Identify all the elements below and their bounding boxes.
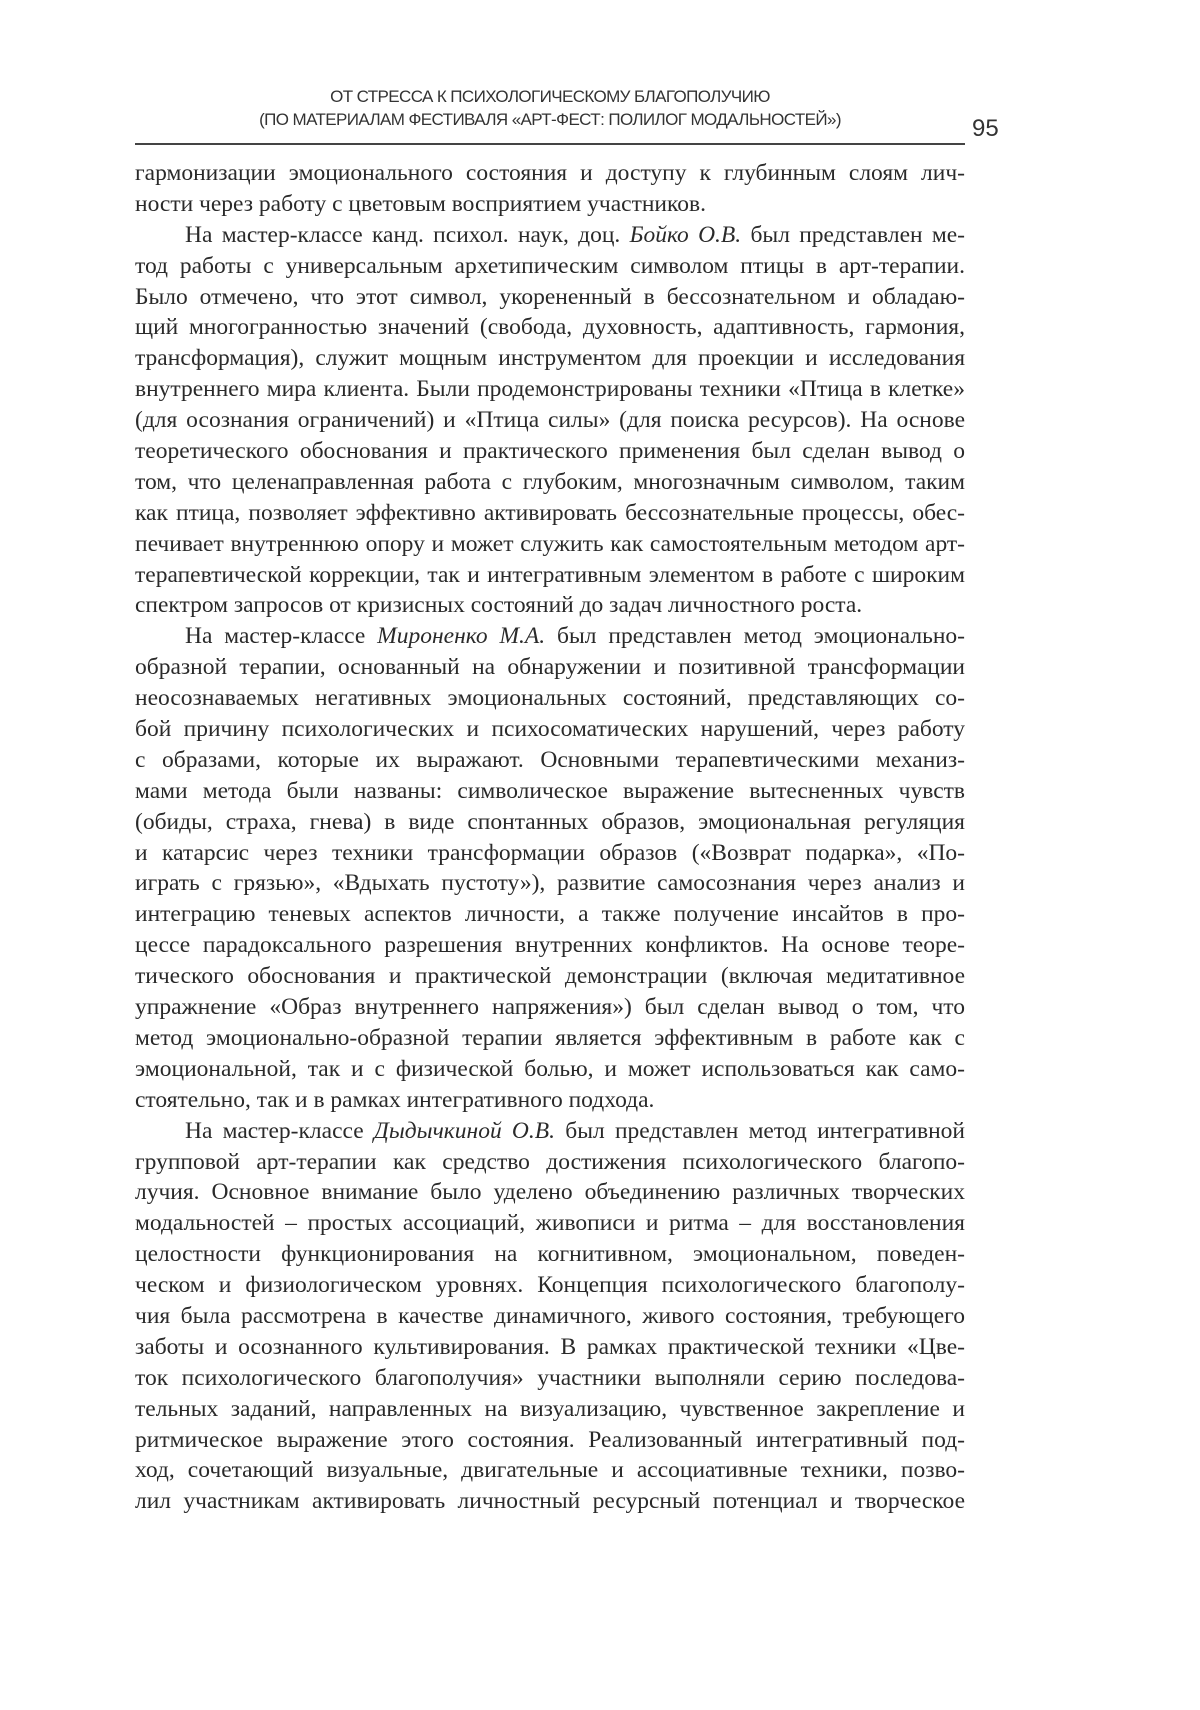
running-header-line-2: (ПО МАТЕРИАЛАМ ФЕСТИВАЛЯ «АРТ-ФЕСТ: ПОЛИЛОГ МОДАЛЬНОСТЕЙ») [259, 110, 841, 129]
text-line: упражнение «Образ внутреннего напряжения») был сделан вывод о том, что [135, 994, 965, 1021]
text-line: бой причину психологических и психосоматических нарушений, через работу [135, 716, 965, 743]
text-line: том, что целенаправленная работа с глубоким, многозначным символом, таким [135, 468, 965, 495]
text-line [135, 220, 965, 251]
text-segment: На мастер-классе [185, 623, 378, 650]
text-line: Было отмечено, что этот символ, укорененный в бессознательном и обладаю- [135, 283, 965, 310]
author-name: Дыдычкиной О.В. [373, 1117, 556, 1144]
text-line: как птица, позволяет эффективно активировать бессознательные процессы, обес- [135, 499, 965, 526]
text-line: печивает внутреннюю опору и может служить как самостоятельным методом арт- [135, 530, 965, 557]
text-segment: На мастер-классе канд. психол. наук, доц. [185, 221, 630, 248]
text-line: образной терапии, основанный на обнаружении и позитивной трансформации [135, 654, 965, 681]
author-name: Мироненко М.А. [377, 623, 546, 650]
text-line [135, 1116, 965, 1147]
page-number: 95 [972, 115, 999, 142]
text-line: неосознаваемых негативных эмоциональных состояний, представляющих со- [135, 685, 965, 712]
text-line: лучия. Основное внимание было уделено объединению различных творческих [135, 1179, 965, 1206]
text-line: (обиды, страха, гнева) в виде спонтанных образов, эмоциональная регуляция [135, 808, 965, 835]
text-line: и катарсис через техники трансформации образов («Возврат подарка», «По- [135, 839, 965, 866]
text-line: эмоциональной, так и с физической болью, и может использоваться как само- [135, 1055, 965, 1082]
text-line: лил участникам активировать личностный ресурсный потенциал и творческое [135, 1488, 965, 1515]
text-line: (для осознания ограничений) и «Птица силы» (для поиска ресурсов). На основе [135, 407, 965, 434]
text-line: щий многогранностью значений (свобода, духовность, адаптивность, гармония, [135, 314, 965, 341]
text-segment: был представлен метод эмоционально- [545, 623, 965, 650]
header-rule [135, 143, 965, 145]
text-line: стоятельно, так и в рамках интегративного подхода. [135, 1086, 655, 1113]
text-line: теоретического обоснования и практического применения был сделан вывод о [135, 438, 965, 465]
text-segment: был представлен метод интегративной [555, 1117, 966, 1144]
text-line: тод работы с универсальным архетипическим символом птицы в арт-терапии. [135, 252, 965, 279]
text-line: заботы и осознанного культивирования. В рамках практической техники «Цве- [135, 1333, 965, 1360]
text-segment: На мастер-классе [185, 1117, 374, 1144]
text-line: терапевтической коррекции, так и интегративным элементом в работе с широким [135, 561, 965, 588]
author-name: Бойко О.В. [629, 221, 742, 248]
text-line: тельных заданий, направленных на визуализацию, чувственное закрепление и [135, 1395, 965, 1422]
running-header-line-1: ОТ СТРЕССА К ПСИХОЛОГИЧЕСКОМУ БЛАГОПОЛУЧИЮ [330, 87, 770, 106]
text-line: тического обоснования и практической демонстрации (включая медитативное [135, 963, 965, 990]
text-line: ход, сочетающий визуальные, двигательные и ассоциативные техники, позво- [135, 1457, 965, 1484]
text-line: играть с грязью», «Вдыхать пустоту»), развитие самосознания через анализ и [135, 870, 965, 897]
text-line: внутреннего мира клиента. Были продемонстрированы техники «Птица в клетке» [135, 376, 965, 403]
text-line: трансформация), служит мощным инструментом для проекции и исследования [135, 345, 965, 372]
text-line: метод эмоционально-образной терапии является эффективным в работе как с [135, 1024, 965, 1051]
text-line: ток психологического благополучия» участники выполняли серию последова- [135, 1364, 965, 1391]
text-line: мами метода были названы: символическое выражение вытесненных чувств [135, 777, 965, 804]
text-line: групповой арт-терапии как средство достижения психологического благопо- [135, 1148, 965, 1175]
text-line: спектром запросов от кризисных состояний до задач личностного роста. [135, 592, 863, 619]
text-line: модальностей – простых ассоциаций, живописи и ритма – для восстановления [135, 1210, 965, 1237]
text-line: ческом и физиологическом уровнях. Концепция психологического благополу- [135, 1272, 965, 1299]
text-line: интеграцию теневых аспектов личности, а также получение инсайтов в про- [135, 901, 965, 928]
body-text [135, 158, 965, 1517]
text-line: цессе парадоксального разрешения внутренних конфликтов. На основе теоре- [135, 932, 965, 959]
text-line: целостности функционирования на когнитивном, эмоциональном, поведен- [135, 1241, 965, 1268]
text-segment: был представлен ме- [741, 221, 965, 248]
text-line [135, 621, 965, 652]
text-line: ритмическое выражение этого состояния. Реализованный интегративный под- [135, 1426, 965, 1453]
text-line: ности через работу с цветовым восприятием участников. [135, 190, 706, 217]
text-line: чия была рассмотрена в качестве динамичного, живого состояния, требующего [135, 1302, 965, 1329]
text-line: с образами, которые их выражают. Основными терапевтическими механиз- [135, 746, 965, 773]
text-line: гармонизации эмоционального состояния и доступу к глубинным слоям лич- [135, 160, 965, 186]
